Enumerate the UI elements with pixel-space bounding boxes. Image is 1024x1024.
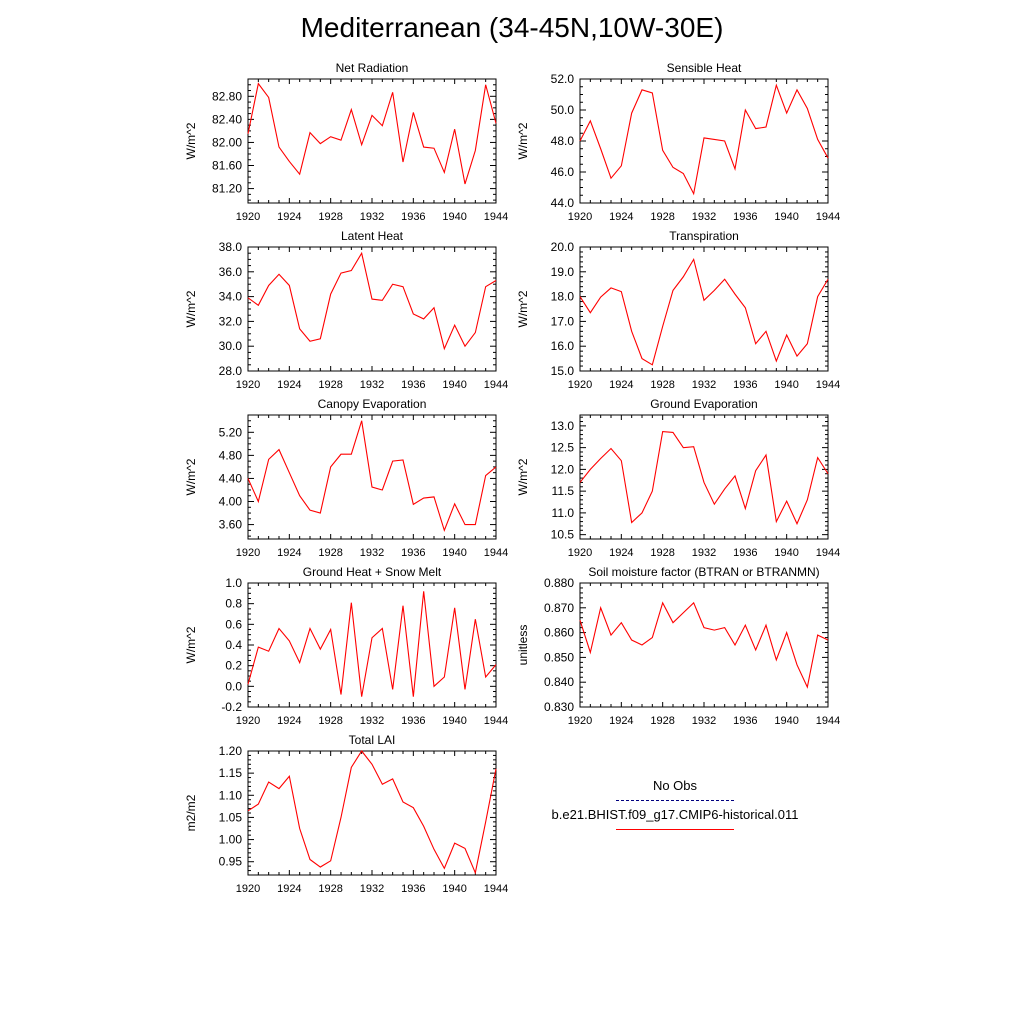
plot-frame xyxy=(580,79,828,203)
y-tick-label: 1.10 xyxy=(218,788,242,803)
x-tick-label: 1924 xyxy=(277,211,302,223)
x-tick-label: 1940 xyxy=(442,715,467,727)
y-tick-label: 18.0 xyxy=(550,289,574,304)
plot-frame xyxy=(248,583,496,707)
y-tick-label: 44.0 xyxy=(550,196,574,210)
x-tick-label: 1920 xyxy=(235,211,261,223)
series-line xyxy=(248,591,496,696)
plot-frame xyxy=(248,247,496,371)
y-tick-label: 19.0 xyxy=(550,264,574,279)
y-tick-label: 0.850 xyxy=(543,650,574,665)
y-tick-label: 0.840 xyxy=(543,675,574,690)
y-axis-label: W/m^2 xyxy=(184,290,198,328)
plot-frame xyxy=(248,751,496,875)
legend-label-obs: No Obs xyxy=(652,778,698,793)
x-tick-label: 1924 xyxy=(609,547,634,559)
x-tick-label: 1920 xyxy=(567,211,593,223)
plot-frame xyxy=(248,415,496,539)
x-tick-label: 1932 xyxy=(359,715,385,727)
x-tick-label: 1924 xyxy=(277,883,302,895)
x-tick-label: 1936 xyxy=(401,547,426,559)
x-tick-label: 1924 xyxy=(277,379,302,391)
series-line xyxy=(580,85,828,194)
x-tick-label: 1940 xyxy=(774,547,799,559)
y-tick-label: 13.0 xyxy=(550,418,574,433)
x-tick-label: 1936 xyxy=(733,379,758,391)
y-tick-label: 0.8 xyxy=(225,596,242,611)
x-tick-label: 1920 xyxy=(567,715,593,727)
y-tick-label: 36.0 xyxy=(218,264,242,279)
x-tick-label: 1932 xyxy=(359,211,385,223)
page-title: Mediterranean (34-45N,10W-30E) xyxy=(300,12,724,43)
legend-label-model: b.e21.BHIST.f09_g17.CMIP6-historical.011 xyxy=(551,807,799,822)
y-tick-label: 82.00 xyxy=(211,135,242,150)
y-tick-label: 17.0 xyxy=(550,314,574,329)
panel-9 xyxy=(184,733,508,895)
y-tick-label: 12.0 xyxy=(550,462,574,477)
y-tick-label: 38.0 xyxy=(218,240,242,254)
x-tick-label: 1940 xyxy=(442,547,467,559)
x-tick-label: 1944 xyxy=(815,715,841,727)
y-tick-label: -0.2 xyxy=(221,700,242,714)
x-tick-label: 1932 xyxy=(691,211,717,223)
x-tick-label: 1928 xyxy=(650,211,675,223)
y-tick-label: 0.6 xyxy=(225,617,242,632)
y-tick-label: 30.0 xyxy=(218,339,242,354)
x-tick-label: 1932 xyxy=(691,715,717,727)
legend-line-obs xyxy=(616,800,734,801)
y-tick-label: 11.0 xyxy=(551,505,574,520)
x-tick-label: 1920 xyxy=(235,379,261,391)
x-tick-label: 1932 xyxy=(359,883,385,895)
y-tick-label: 3.60 xyxy=(218,517,242,532)
y-tick-label: 0.2 xyxy=(225,658,242,673)
y-tick-label: 4.80 xyxy=(218,448,242,463)
y-tick-label: 34.0 xyxy=(218,289,242,304)
y-tick-label: 82.40 xyxy=(211,112,242,127)
x-tick-label: 1928 xyxy=(650,547,675,559)
x-tick-label: 1932 xyxy=(359,379,385,391)
y-tick-label: 1.00 xyxy=(218,832,242,847)
panel-6 xyxy=(516,397,840,559)
y-tick-label: 4.40 xyxy=(218,471,242,486)
y-tick-label: 46.0 xyxy=(550,165,574,179)
x-tick-label: 1932 xyxy=(691,379,717,391)
x-tick-label: 1920 xyxy=(567,547,593,559)
series-line xyxy=(580,259,828,364)
y-tick-label: 12.5 xyxy=(550,440,574,455)
x-tick-label: 1928 xyxy=(650,715,675,727)
series-line xyxy=(248,84,496,184)
x-tick-label: 1944 xyxy=(815,379,841,391)
subplot-title: Total LAI xyxy=(348,733,396,747)
y-axis-label: W/m^2 xyxy=(184,122,198,160)
y-tick-label: 28.0 xyxy=(218,364,242,378)
panel-3 xyxy=(184,229,508,391)
legend xyxy=(540,778,810,838)
x-tick-label: 1924 xyxy=(609,715,634,727)
y-tick-label: 11.5 xyxy=(551,484,574,499)
x-tick-label: 1932 xyxy=(359,547,385,559)
plot-frame xyxy=(248,79,496,203)
plot-frame xyxy=(580,415,828,539)
y-axis-label: m2/m2 xyxy=(184,794,198,832)
series-line xyxy=(248,253,496,348)
subplot-title: Soil moisture factor (BTRAN or BTRANMN) xyxy=(588,565,820,579)
legend-line-model xyxy=(616,829,734,830)
x-tick-label: 1936 xyxy=(733,211,758,223)
series-line xyxy=(248,751,496,873)
x-tick-label: 1936 xyxy=(401,379,426,391)
x-tick-label: 1924 xyxy=(277,547,302,559)
x-tick-label: 1936 xyxy=(401,211,426,223)
x-tick-label: 1932 xyxy=(691,547,717,559)
subplot-title: Ground Heat + Snow Melt xyxy=(302,565,442,579)
y-tick-label: 50.0 xyxy=(550,103,574,117)
y-tick-label: 15.0 xyxy=(550,364,574,378)
x-tick-label: 1944 xyxy=(483,379,509,391)
subplot-title: Latent Heat xyxy=(340,229,404,243)
y-axis-label: unitless xyxy=(516,624,530,666)
y-tick-label: 0.870 xyxy=(543,600,574,615)
panel-5 xyxy=(184,397,508,559)
panel-4 xyxy=(516,229,840,391)
x-tick-label: 1924 xyxy=(609,379,634,391)
x-tick-label: 1940 xyxy=(774,379,799,391)
series-line xyxy=(580,603,828,687)
y-tick-label: 32.0 xyxy=(218,314,242,329)
x-tick-label: 1940 xyxy=(442,211,467,223)
y-tick-label: 81.60 xyxy=(211,158,242,173)
x-tick-label: 1928 xyxy=(318,715,343,727)
series-line xyxy=(248,421,496,531)
y-tick-label: 0.880 xyxy=(543,576,574,590)
y-tick-label: 1.05 xyxy=(218,810,242,825)
subplot-title: Net Radiation xyxy=(335,61,409,75)
y-tick-label: 0.4 xyxy=(225,638,242,652)
y-axis-label: W/m^2 xyxy=(184,626,198,664)
y-tick-label: 0.0 xyxy=(225,679,242,694)
x-tick-label: 1940 xyxy=(774,715,799,727)
x-tick-label: 1944 xyxy=(483,883,509,895)
x-tick-label: 1924 xyxy=(277,715,302,727)
x-tick-label: 1944 xyxy=(483,547,509,559)
y-axis-label: W/m^2 xyxy=(516,290,530,328)
y-tick-label: 4.00 xyxy=(218,494,242,509)
x-tick-label: 1936 xyxy=(733,715,758,727)
y-tick-label: 5.20 xyxy=(218,425,242,440)
y-axis-label: W/m^2 xyxy=(184,458,198,496)
y-tick-label: 82.80 xyxy=(211,89,242,104)
y-tick-label: 81.20 xyxy=(211,181,242,196)
panel-2 xyxy=(516,61,840,223)
x-tick-label: 1928 xyxy=(318,379,343,391)
x-tick-label: 1928 xyxy=(318,211,343,223)
plot-frame xyxy=(580,247,828,371)
panel-7 xyxy=(184,565,508,727)
y-tick-label: 10.5 xyxy=(550,527,574,542)
subplot-title: Canopy Evaporation xyxy=(317,397,427,411)
x-tick-label: 1924 xyxy=(609,211,634,223)
x-tick-label: 1944 xyxy=(815,547,841,559)
y-tick-label: 0.95 xyxy=(218,854,242,869)
subplot-title: Ground Evaporation xyxy=(650,397,758,411)
x-tick-label: 1928 xyxy=(318,547,343,559)
y-tick-label: 20.0 xyxy=(550,240,574,254)
x-tick-label: 1936 xyxy=(733,547,758,559)
subplot-title: Transpiration xyxy=(669,229,739,243)
x-tick-label: 1936 xyxy=(401,883,426,895)
y-tick-label: 0.830 xyxy=(543,700,574,714)
x-tick-label: 1920 xyxy=(235,547,261,559)
series-line xyxy=(580,432,828,524)
y-tick-label: 1.15 xyxy=(218,766,242,781)
y-tick-label: 1.0 xyxy=(225,576,242,590)
subplot-title: Sensible Heat xyxy=(666,61,742,75)
x-tick-label: 1928 xyxy=(318,883,343,895)
x-tick-label: 1928 xyxy=(650,379,675,391)
y-tick-label: 0.860 xyxy=(543,625,574,640)
y-tick-label: 16.0 xyxy=(550,339,574,354)
x-tick-label: 1936 xyxy=(401,715,426,727)
x-tick-label: 1920 xyxy=(235,715,261,727)
y-axis-label: W/m^2 xyxy=(516,458,530,496)
y-axis-label: W/m^2 xyxy=(516,122,530,160)
x-tick-label: 1940 xyxy=(442,379,467,391)
x-tick-label: 1944 xyxy=(483,715,509,727)
panel-8 xyxy=(516,565,840,727)
x-tick-label: 1940 xyxy=(774,211,799,223)
y-tick-label: 52.0 xyxy=(550,72,574,86)
x-tick-label: 1944 xyxy=(483,211,509,223)
x-tick-label: 1920 xyxy=(567,379,593,391)
y-tick-label: 1.20 xyxy=(218,744,242,758)
panel-1 xyxy=(184,61,508,223)
y-tick-label: 48.0 xyxy=(550,134,574,148)
x-tick-label: 1940 xyxy=(442,883,467,895)
x-tick-label: 1920 xyxy=(235,883,261,895)
x-tick-label: 1944 xyxy=(815,211,841,223)
